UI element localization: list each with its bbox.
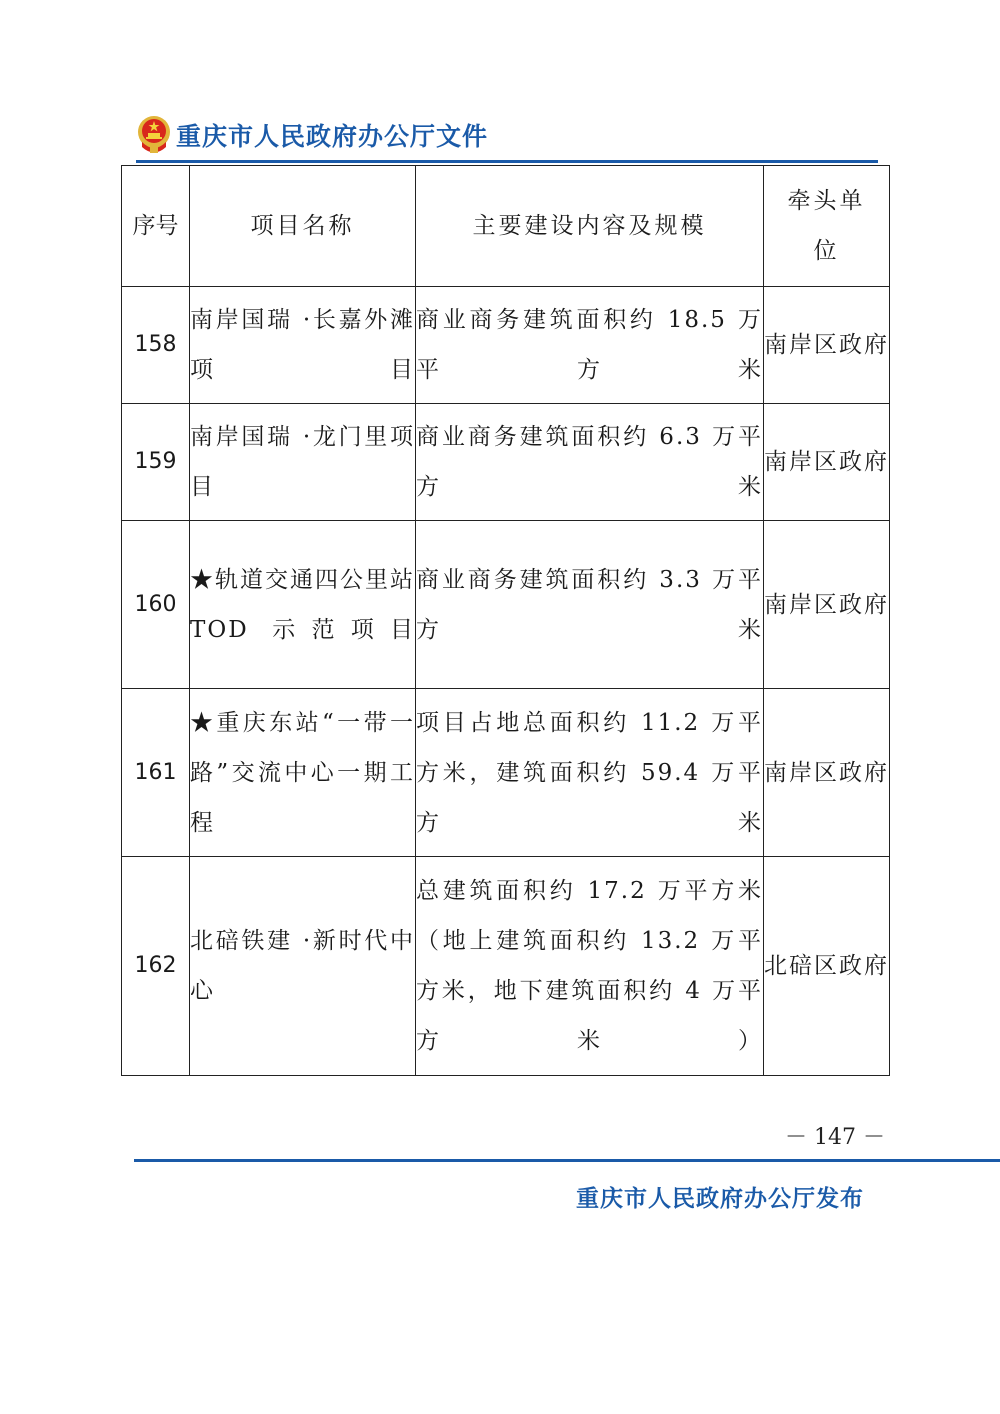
row-index: 160 — [122, 521, 190, 689]
row-lead-unit: 南岸区政府 — [764, 287, 890, 404]
page-number: － 147 － — [785, 1125, 885, 1150]
header-divider — [136, 160, 878, 163]
row-project-name: 南岸国瑞 ·龙门里项目 — [190, 404, 416, 521]
table-header-row — [122, 166, 890, 287]
row-lead-unit: 南岸区政府 — [764, 404, 890, 521]
table-row — [122, 689, 890, 857]
footer-divider — [134, 1159, 1000, 1162]
row-project-name: ★重庆东站“一带一路”交流中心一期工程 — [190, 689, 416, 857]
row-index: 162 — [122, 857, 190, 1076]
column-header-unit: 牵头单位 — [764, 166, 890, 287]
column-header-name: 项目名称 — [190, 166, 416, 287]
header-title: 重庆市人民政府办公厅文件 — [176, 122, 489, 151]
row-index: 159 — [122, 404, 190, 521]
column-header-content: 主要建设内容及规模 — [416, 166, 764, 287]
row-content: 商业商务建筑面积约 18.5 万平方米 — [416, 287, 764, 404]
row-project-name: 南岸国瑞 ·长嘉外滩项目 — [190, 287, 416, 404]
row-lead-unit: 南岸区政府 — [764, 521, 890, 689]
table-row — [122, 404, 890, 521]
project-table — [121, 165, 890, 1076]
row-content: 商业商务建筑面积约 3.3 万平方米 — [416, 521, 764, 689]
document-header — [136, 112, 488, 158]
footer-publisher: 重庆市人民政府办公厅发布 — [576, 1185, 864, 1212]
row-content: 商业商务建筑面积约 6.3 万平方米 — [416, 404, 764, 521]
row-lead-unit: 南岸区政府 — [764, 689, 890, 857]
row-project-name: 北碚铁建 ·新时代中心 — [190, 857, 416, 1076]
row-index: 158 — [122, 287, 190, 404]
row-lead-unit: 北碚区政府 — [764, 857, 890, 1076]
table-row — [122, 521, 890, 689]
national-emblem-icon — [136, 114, 172, 156]
column-header-index: 序号 — [122, 166, 190, 287]
table-row — [122, 287, 890, 404]
table-row — [122, 857, 890, 1076]
row-content: 总建筑面积约 17.2 万平方米（地上建筑面积约 13.2 万平方米，地下建筑面积约 4 万平方米） — [416, 857, 764, 1076]
row-index: 161 — [122, 689, 190, 857]
row-project-name: ★轨道交通四公里站 TOD 示范项目 — [190, 521, 416, 689]
row-content: 项目占地总面积约 11.2 万平方米，建筑面积约 59.4 万平方米 — [416, 689, 764, 857]
